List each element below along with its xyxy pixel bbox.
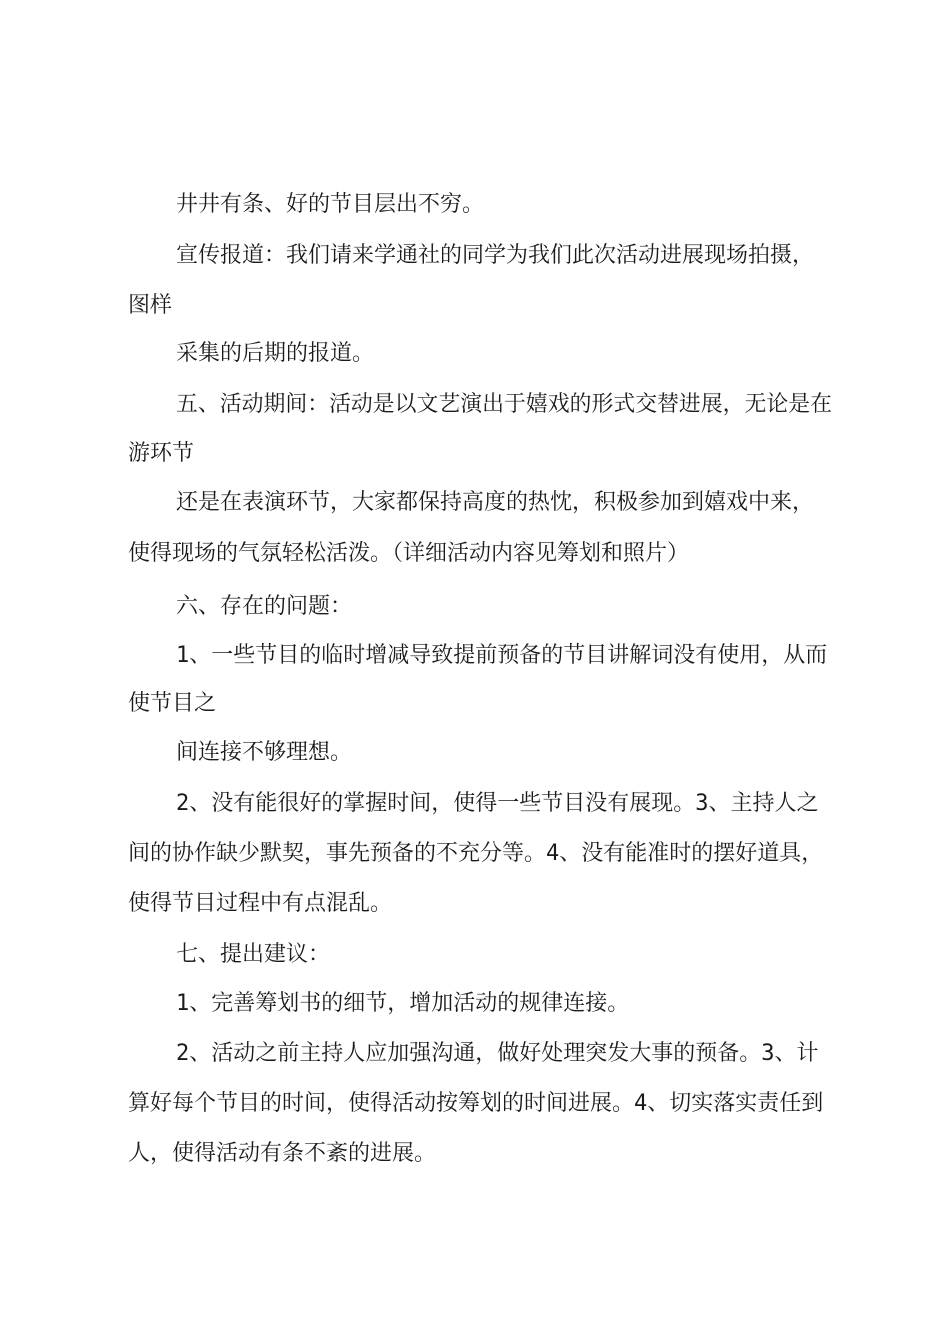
paragraph-2-line-1: 宣传报道：我们请来学通社的同学为我们此次活动进展现场拍摄， (176, 243, 815, 268)
paragraph-5-line-2: 使得现场的气氛轻松活泼。（详细活动内容见筹划和照片） (128, 541, 690, 566)
paragraph-4-line-1: 五、活动期间：活动是以文艺演出于嬉戏的形式交替进展，无论是在 (176, 392, 833, 417)
paragraph-12-line-1: 2、活动之前主持人应加强沟通，做好处理突发大事的预备。3、计 (176, 1041, 819, 1066)
paragraph-7-line-1: 1、一些节目的临时增减导致提前预备的节目讲解词没有使用，从而 (176, 643, 828, 668)
paragraph-12-line-3: 人，使得活动有条不紊的进展。 (128, 1141, 437, 1166)
paragraph-3-line-1: 采集的后期的报道。 (176, 341, 375, 366)
paragraph-2-line-2: 图样 (128, 293, 173, 318)
paragraph-1-line-1: 井井有条、好的节目层出不穷。 (176, 192, 485, 217)
paragraph-12-line-2: 算好每个节目的时间，使得活动按筹划的时间进展。4、切实落实责任到 (128, 1091, 824, 1116)
paragraph-8-line-1: 间连接不够理想。 (176, 740, 353, 765)
paragraph-10-line-1: 七、提出建议： (176, 942, 331, 967)
paragraph-7-line-2: 使节目之 (128, 691, 217, 716)
paragraph-9-line-3: 使得节目过程中有点混乱。 (128, 891, 393, 916)
paragraph-6-line-1: 六、存在的问题： (176, 594, 353, 619)
paragraph-5-line-1: 还是在表演环节，大家都保持高度的热忱，积极参加到嬉戏中来， (176, 490, 815, 515)
paragraph-9-line-2: 间的协作缺少默契，事先预备的不充分等。4、没有能准时的摆好道具， (128, 841, 824, 866)
paragraph-11-line-1: 1、完善筹划书的细节，增加活动的规律连接。 (176, 991, 630, 1016)
paragraph-4-line-2: 游环节 (128, 441, 195, 466)
paragraph-9-line-1: 2、没有能很好的掌握时间，使得一些节目没有展现。3、主持人之 (176, 791, 819, 816)
